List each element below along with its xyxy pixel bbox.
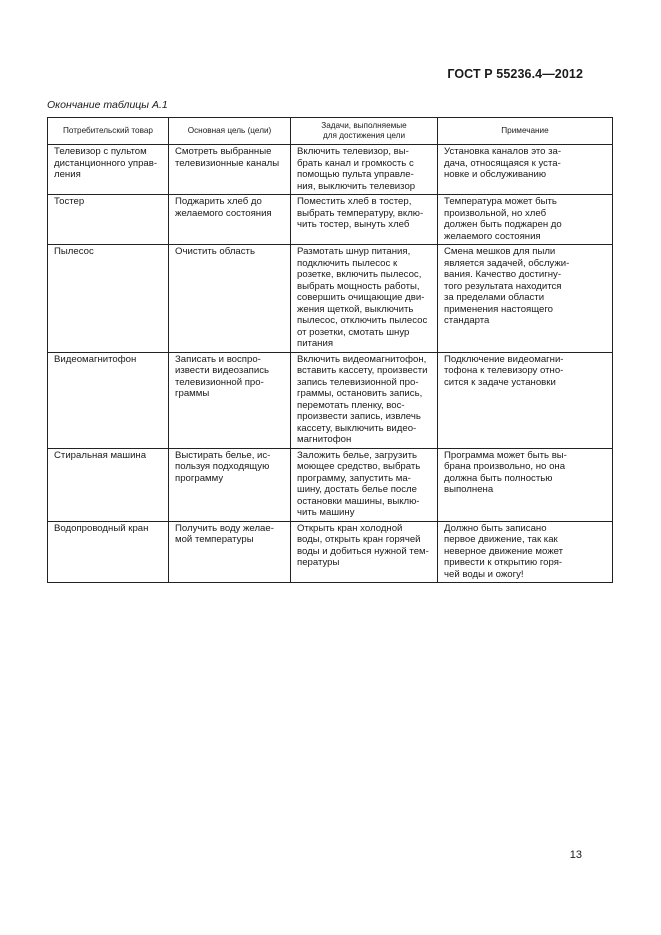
cell-note: Температура может быть произвольной, но хлеб должен быть поджарен до желаемого состояния <box>438 195 613 245</box>
table-row <box>48 448 613 521</box>
cell-tasks: Открыть кран холодной воды, открыть кран горячей воды и добиться нужной тем- пературы <box>291 521 438 583</box>
column-header-note: Примечание <box>438 118 613 145</box>
table-row <box>48 352 613 448</box>
cell-product: Видеомагнитофон <box>48 352 169 448</box>
cell-product: Стиральная машина <box>48 448 169 521</box>
requirements-table <box>47 117 613 583</box>
cell-goal: Очистить область <box>169 245 291 353</box>
cell-product: Пылесос <box>48 245 169 353</box>
cell-goal: Поджарить хлеб до желаемого состояния <box>169 195 291 245</box>
table-row <box>48 195 613 245</box>
cell-tasks: Заложить белье, загрузить моющее средство, выбрать программу, запустить ма- шину, достать белье после остановки машины, выклю- чить машину <box>291 448 438 521</box>
cell-tasks: Размотать шнур питания, подключить пылесос к розетке, включить пылесос, выбрать мощность работы, совершить очищающие дви- жения щеткой, выключить пылесос, отключить пылесос от розетки, смотать шнур питания <box>291 245 438 353</box>
cell-product: Тостер <box>48 195 169 245</box>
cell-tasks: Поместить хлеб в тостер, выбрать температуру, вклю- чить тостер, вынуть хлеб <box>291 195 438 245</box>
table-caption: Окончание таблицы А.1 <box>47 99 168 111</box>
cell-product: Водопроводный кран <box>48 521 169 583</box>
cell-goal: Получить воду желае- мой температуры <box>169 521 291 583</box>
document-code: ГОСТ Р 55236.4—2012 <box>447 67 583 81</box>
table-row <box>48 521 613 583</box>
cell-tasks: Включить телевизор, вы- брать канал и громкость с помощью пульта управле- ния, выключить телевизор <box>291 145 438 195</box>
cell-product: Телевизор с пультом дистанционного управ- ления <box>48 145 169 195</box>
cell-note: Смена мешков для пыли является задачей, обслужи- вания. Качество достигну- того результата находится за пределами области применения настоящего стандарта <box>438 245 613 353</box>
column-header-product: Потребительский товар <box>48 118 169 145</box>
cell-tasks: Включить видеомагнитофон, вставить кассету, произвести запись телевизионной про- граммы, остановить запись, перемотать пленку, вос- произвести запись, извлечь кассету, выключить видео- магнитофон <box>291 352 438 448</box>
page-number: 13 <box>569 849 582 861</box>
cell-goal: Выстирать белье, ис- пользуя подходящую программу <box>169 448 291 521</box>
column-header-tasks: Задачи, выполняемые для достижения цели <box>291 118 438 145</box>
cell-note: Программа может быть вы- брана произвольно, но она должна быть полностью выполнена <box>438 448 613 521</box>
table-row <box>48 145 613 195</box>
cell-goal: Смотреть выбранные телевизионные каналы <box>169 145 291 195</box>
table-header-row <box>48 118 613 145</box>
cell-note: Установка каналов это за- дача, относящаяся к уста- новке и обслуживанию <box>438 145 613 195</box>
cell-note: Должно быть записано первое движение, так как неверное движение может привести к открытию горя- чей воды и ожогу! <box>438 521 613 583</box>
table-row <box>48 245 613 353</box>
column-header-goal: Основная цель (цели) <box>169 118 291 145</box>
cell-goal: Записать и воспро- извести видеозапись телевизионной про- граммы <box>169 352 291 448</box>
cell-note: Подключение видеомагни- тофона к телевизору отно- сится к задаче установки <box>438 352 613 448</box>
